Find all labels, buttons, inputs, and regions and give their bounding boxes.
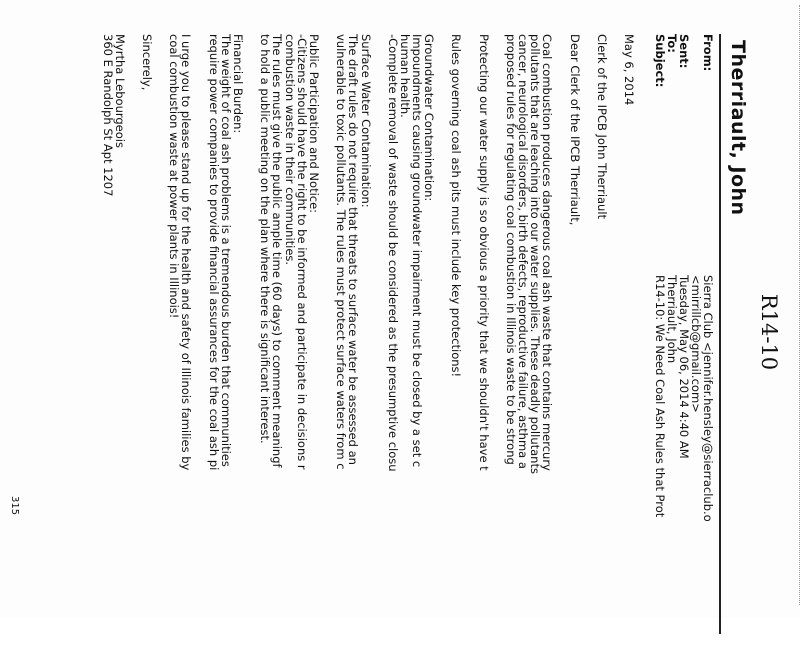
signer-name: Myrtha Lebourgeois [112,34,127,148]
letter-date: May 6, 2014 [622,34,636,106]
surface-title: Surface Water Contamination: [358,34,373,208]
urge-line: I urge you to please stand up for the health and safety of Illinois families by [179,34,194,471]
financial-line: require power companies to provide financial assurances for the coal ash pi [206,34,221,471]
to-label: To: [665,34,679,53]
public-title: Public Participation and Notice: [307,34,321,214]
subject-row [653,34,666,634]
header-divider [719,34,721,634]
surface-line: The draft rules do not require that threats to surface water be assessed an [346,34,361,465]
scan-edge-dots [794,5,800,605]
from-label: From: [701,34,715,72]
from-email: <mirrillcb@gmail.com> [689,275,703,413]
sent-label: Sent: [677,34,691,69]
clerk-line: Clerk of the IPCB John Therriault [594,34,609,220]
subject-value: R14-10: We Need Coal Ash Rules that Prot [653,275,667,518]
public-line: The rules must give the public ample time (60 days) to comment meaningf [270,34,285,468]
closing: Sincerely, [140,34,155,91]
from-value: Sierra Club <jennifer.hensley@sierraclub.o [701,275,715,522]
intro-line: pollutants that are leaching into our water supplies. These deadly pollutants [528,34,543,474]
public-line: to hold a public meeting on the plan where there is significant interest. [258,34,273,444]
intro-line: proposed rules for regulating coal combustion in Illinois waste to be strong [503,34,518,465]
letter-body [102,34,635,654]
to-value: Therriault, John [665,275,679,364]
sent-value: Tuesday, May 06, 2014 4:40 AM [677,275,691,459]
financial-title: Financial Burden: [231,34,246,134]
groundwater-line: Impoundments causing groundwater impairment must be closed by a set c [410,34,425,468]
public-line: combustion waste in their communities. [282,34,297,266]
salutation: Dear Clerk of the IPCB Therriault, [567,34,582,226]
public-line: -Citizens should have the right to be informed and participate in decisions r [294,34,309,470]
groundwater-line: human health. [397,34,412,118]
groundwater-title: Groundwater Contamination: [422,34,437,202]
surface-line: vulnerable to toxic pollutants. The rules must protect surface waters from c [334,34,349,470]
sender-name-heading: Therriault, John [727,40,749,216]
urge-line: coal combustion waste at power plants in Illinois! [167,34,182,319]
signer-address: 360 E Randolph St Apt 1207 [100,34,115,197]
intro-line: cancer, neurological disorders, birth defects, reproductive failure, asthma a [516,34,531,469]
subject-label: Subject: [653,34,667,88]
protect-line: Protecting our water supply is so obvious a priority that we shouldn't have t [476,34,491,471]
financial-line: The weight of coal ash problems is a tremendous burden that communities [218,34,233,467]
page-number: 315 [9,496,20,516]
rules-line: Rules governing coal ash pits must include key protections! [449,34,464,378]
intro-line: Coal combustion produces dangerous coal ash waste that contains mercury [540,34,555,471]
case-number: R14-10 [757,293,781,371]
groundwater-line: -Complete removal of waste should be considered as the presumptive closu [385,34,400,472]
